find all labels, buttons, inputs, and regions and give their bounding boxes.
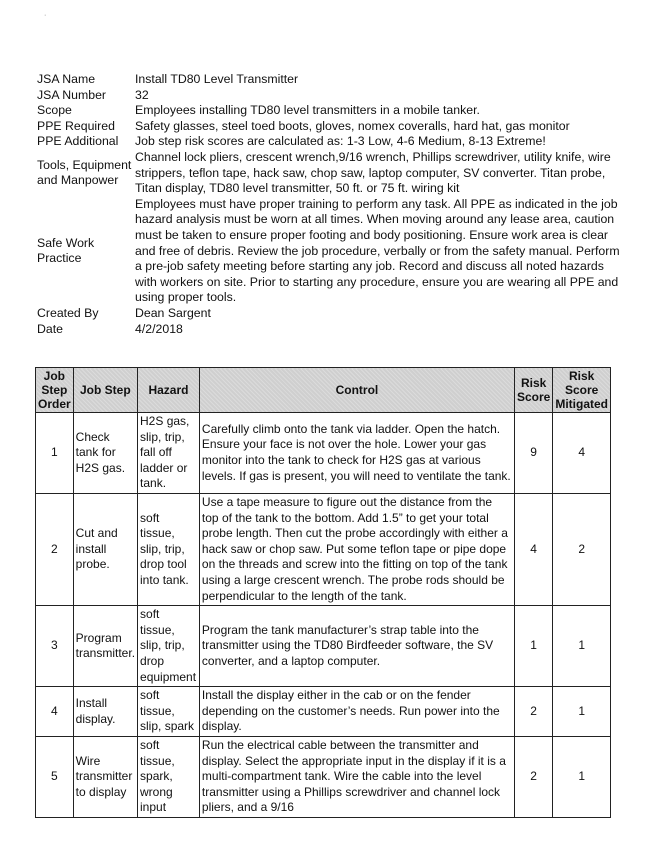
cell-control: Run the electrical cable between the transmitter and display. Select the appropriate input in the display if it is a multi-compartment tank. Wire the cable into the level transmitter using a Phillips screwdriver and channel lock pliers, and a 9/16	[199, 736, 514, 817]
tools-value: Channel lock pliers, crescent wrench,9/16 wrench, Phillips screwdriver, utility knife, wire strippers, teflon tape, hack saw, chop saw, laptop computer, SV converter. Titan probe, Titan display, TD80 level transmitter, 50 ft. or 75 ft. wiring kit	[135, 149, 611, 196]
cell-hazard: soft tissue, slip, trip, drop tool into tank.	[138, 494, 200, 606]
cell-order: 5	[36, 736, 74, 817]
ppe-required-value: Safety glasses, steel toed boots, gloves, nomex coveralls, hard hat, gas monitor	[135, 118, 570, 133]
cell-risk-score: 2	[514, 687, 552, 737]
cell-order: 3	[36, 606, 74, 687]
scan-mark: ·	[44, 12, 47, 19]
cell-job-step: Install display.	[73, 687, 137, 737]
safe-work-label: Safe Work Practice	[37, 235, 95, 266]
jsa-name-label: JSA Name	[37, 72, 96, 86]
table-header-row	[36, 368, 611, 413]
header-job-step: Job Step	[73, 368, 137, 413]
jsa-info-block	[37, 72, 627, 337]
cell-job-step: Cut and install probe.	[73, 494, 137, 606]
cell-risk-score-mitigated: 1	[553, 736, 611, 817]
ppe-required-label: PPE Required	[37, 118, 115, 133]
safe-work-value: Employees must have proper training to perform any task. All PPE as indicated in the job hazard analysis must be worn at all times. When moving around any lease area, caution must be taken to ensure proper footing and body positioning. Ensure work area is clear and free of debris. Review the job procedure, verbally or from the safety manual. Perform a pre-job safety meeting before starting any job. Record and discuss all noted hazards with workers on site. Prior to starting any procedure, ensure you are wearing all PPE and using proper tools.	[135, 196, 620, 305]
info-row-safe-work-practice	[37, 197, 627, 306]
ppe-additional-value: Job step risk scores are calculated as: 1-3 Low, 4-6 Medium, 8-13 Extreme!	[135, 134, 546, 149]
ppe-additional-label: PPE Additional	[37, 134, 119, 149]
cell-hazard: soft tissue, spark, wrong input	[138, 736, 200, 817]
job-step-table	[35, 367, 611, 818]
cell-risk-score: 1	[514, 606, 552, 687]
info-row-ppe-required	[37, 119, 627, 135]
cell-risk-score-mitigated: 2	[553, 494, 611, 606]
cell-risk-score: 9	[514, 413, 552, 494]
cell-order: 4	[36, 687, 74, 737]
info-row-jsa-number	[37, 88, 627, 104]
info-row-tools	[37, 150, 627, 197]
jsa-number-label: JSA Number	[37, 87, 107, 102]
table-row	[36, 494, 611, 606]
tools-label: Tools, Equipment and Manpower	[37, 157, 132, 188]
cell-control: Carefully climb onto the tank via ladder. Open the hatch. Ensure your face is not over the hole. Lower your gas monitor into the tank to check for H2S gas at various levels. If gas is present, you will need to ventilate the tank.	[199, 413, 514, 494]
header-risk-score-mitigated: Risk Score Mitigated	[553, 368, 611, 413]
date-label: Date	[37, 321, 63, 336]
cell-order: 1	[36, 413, 74, 494]
created-by-value: Dean Sargent	[135, 305, 211, 320]
cell-risk-score: 4	[514, 494, 552, 606]
created-by-label: Created By	[37, 305, 99, 320]
cell-risk-score: 2	[514, 736, 552, 817]
header-hazard: Hazard	[138, 368, 200, 413]
info-row-date	[37, 322, 627, 338]
cell-hazard: H2S gas, slip, trip, fall off ladder or tank.	[138, 413, 200, 494]
header-risk-score: Risk Score	[514, 368, 552, 413]
date-value: 4/2/2018	[135, 321, 183, 336]
cell-control: Install the display either in the cab or on the fender depending on the customer’s needs. Run power into the display.	[199, 687, 514, 737]
cell-risk-score-mitigated: 1	[553, 687, 611, 737]
cell-hazard: soft tissue, slip, spark	[138, 687, 200, 737]
cell-job-step: Check tank for H2S gas.	[73, 413, 137, 494]
info-row-scope	[37, 103, 627, 119]
cell-risk-score-mitigated: 4	[553, 413, 611, 494]
table-row	[36, 606, 611, 687]
table-row	[36, 736, 611, 817]
scope-label: Scope	[37, 103, 72, 118]
cell-control: Program the tank manufacturer’s strap table into the transmitter using the TD80 Birdfeeder software, the SV converter, and a laptop computer.	[199, 606, 514, 687]
table-row	[36, 413, 611, 494]
scope-value: Employees installing TD80 level transmitters in a mobile tanker.	[135, 103, 480, 118]
cell-order: 2	[36, 494, 74, 606]
cell-job-step: Program transmitter.	[73, 606, 137, 687]
cell-hazard: soft tissue, slip, trip, drop equipment	[138, 606, 200, 687]
table-row	[36, 687, 611, 737]
jsa-number-value: 32	[135, 87, 149, 102]
cell-control: Use a tape measure to figure out the distance from the top of the tank to the bottom. Add 1.5” to get your total probe length. Then cut the probe accordingly with either a hack saw or chop saw. Put some teflon tape or pipe dope on the threads and screw into the fitting on top of the tank using a large crescent wrench. The probe rods should be perpendicular to the length of the tank.	[199, 494, 514, 606]
header-control: Control	[199, 368, 514, 413]
info-row-ppe-additional	[37, 134, 627, 150]
header-job-step-order: Job Step Order	[36, 368, 74, 413]
info-row-jsa-name	[37, 72, 627, 88]
jsa-name-value: Install TD80 Level Transmitter	[135, 72, 299, 86]
info-row-created-by	[37, 306, 627, 322]
cell-job-step: Wire transmitter to display	[73, 736, 137, 817]
cell-risk-score-mitigated: 1	[553, 606, 611, 687]
